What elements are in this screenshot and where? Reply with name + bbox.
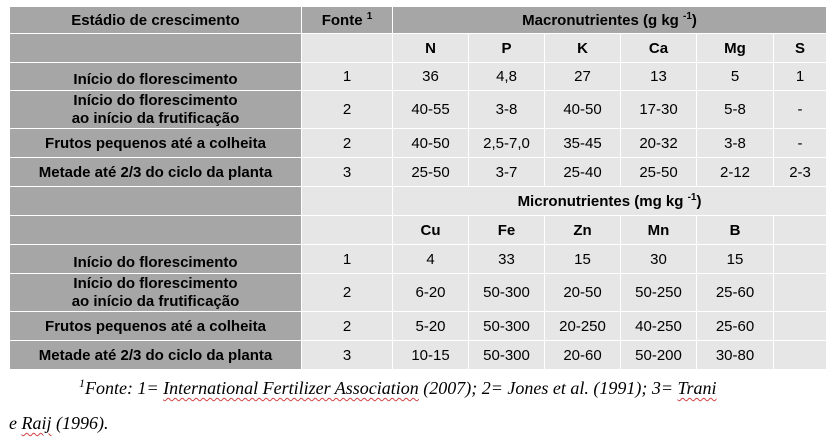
macronutrients-header: Macronutrientes (g kg $^{-1}$) (393, 7, 827, 34)
source-cell: 3 (302, 341, 393, 370)
stage-cell: Início do florescimento ao início da frutificação (10, 274, 302, 312)
table-row (10, 91, 827, 129)
col-label-p: P (469, 34, 545, 63)
value-cell: 6-20 (393, 274, 469, 312)
value-cell: 25-60 (697, 274, 774, 312)
footnote-text: Trani (677, 378, 717, 398)
col-label-b: B (697, 216, 774, 245)
value-cell: 10-15 (393, 341, 469, 370)
value-cell: 1 (774, 63, 827, 91)
value-cell: 5 (697, 63, 774, 91)
value-cell: 33 (469, 245, 545, 274)
value-cell: 36 (393, 63, 469, 91)
col-label-ca: Ca (621, 34, 697, 63)
source-cell: 2 (302, 312, 393, 341)
value-cell: 40-55 (393, 91, 469, 129)
col-label-empty (774, 216, 827, 245)
table-row (10, 312, 827, 341)
footnote-text: (2007); 2= Jones et al. (1991); 3= (418, 378, 678, 398)
col-label-zn: Zn (545, 216, 621, 245)
col-label-k: K (545, 34, 621, 63)
footnote-text: e (9, 413, 22, 433)
footnote-text: International Fertilizer Association (163, 378, 419, 398)
source-blank-cell (302, 187, 393, 216)
value-cell: 50-300 (469, 274, 545, 312)
value-cell: 4 (393, 245, 469, 274)
source-column-header: Fonte $^1$ (302, 7, 393, 34)
value-cell: 4,8 (469, 63, 545, 91)
value-cell (774, 341, 827, 370)
value-cell: 25-50 (621, 158, 697, 187)
value-cell: 40-50 (545, 91, 621, 129)
footnote-marker: 1 (79, 376, 85, 390)
value-cell: 20-60 (545, 341, 621, 370)
col-label-mn: Mn (621, 216, 697, 245)
value-cell: 35-45 (545, 129, 621, 158)
source-cell: 2 (302, 129, 393, 158)
source-cell: 1 (302, 245, 393, 274)
footnote-text: (1996). (51, 413, 109, 433)
value-cell: 15 (697, 245, 774, 274)
value-cell (774, 274, 827, 312)
source-cell: 1 (302, 63, 393, 91)
table-row (10, 341, 827, 370)
stage-cell: Frutos pequenos até a colheita (10, 129, 302, 158)
value-cell: 15 (545, 245, 621, 274)
value-cell: 40-250 (621, 312, 697, 341)
stage-blank-cell (10, 187, 302, 216)
footnote-continuation (9, 413, 821, 434)
value-cell (774, 245, 827, 274)
source-blank-cell (302, 34, 393, 63)
col-label-mg: Mg (697, 34, 774, 63)
source-blank-cell (302, 216, 393, 245)
value-cell: 25-50 (393, 158, 469, 187)
col-label-n: N (393, 34, 469, 63)
source-cell: 2 (302, 91, 393, 129)
table-row (10, 129, 827, 158)
value-cell: 2-12 (697, 158, 774, 187)
value-cell: 2-3 (774, 158, 827, 187)
col-label-s: S (774, 34, 827, 63)
value-cell: 13 (621, 63, 697, 91)
col-label-cu: Cu (393, 216, 469, 245)
table-row (10, 158, 827, 187)
stage-column-header: Estádio de crescimento (10, 7, 302, 34)
stage-blank-cell (10, 34, 302, 63)
table-row (10, 274, 827, 312)
value-cell: 25-40 (545, 158, 621, 187)
footnote-text: Raij (21, 413, 52, 433)
value-cell: 20-250 (545, 312, 621, 341)
value-cell (774, 312, 827, 341)
value-cell: 30 (621, 245, 697, 274)
value-cell: 50-300 (469, 312, 545, 341)
footnote-text: Fonte: 1= (85, 378, 164, 398)
stage-cell: Metade até 2/3 do ciclo da planta (10, 158, 302, 187)
stage-cell: Frutos pequenos até a colheita (10, 312, 302, 341)
value-cell: 2,5-7,0 (469, 129, 545, 158)
value-cell: - (774, 129, 827, 158)
value-cell: 27 (545, 63, 621, 91)
value-cell: 3-7 (469, 158, 545, 187)
value-cell: 17-30 (621, 91, 697, 129)
source-cell: 3 (302, 158, 393, 187)
col-label-fe: Fe (469, 216, 545, 245)
table-row (10, 245, 827, 274)
table-row (10, 63, 827, 91)
value-cell: 20-32 (621, 129, 697, 158)
micronutrients-header: Micronutrientes (mg kg $^{-1}$) (393, 187, 827, 216)
value-cell: - (774, 91, 827, 129)
value-cell: 40-50 (393, 129, 469, 158)
value-cell: 30-80 (697, 341, 774, 370)
value-cell: 50-300 (469, 341, 545, 370)
value-cell: 25-60 (697, 312, 774, 341)
value-cell: 50-250 (621, 274, 697, 312)
stage-cell: Metade até 2/3 do ciclo da planta (10, 341, 302, 370)
stage-cell: Início do florescimento (10, 63, 302, 91)
stage-blank-cell (10, 216, 302, 245)
nutrient-table (9, 6, 827, 370)
value-cell: 5-20 (393, 312, 469, 341)
stage-cell: Início do florescimento ao início da frutificação (10, 91, 302, 129)
value-cell: 20-50 (545, 274, 621, 312)
footnote (9, 378, 821, 399)
source-cell: 2 (302, 274, 393, 312)
value-cell: 50-200 (621, 341, 697, 370)
stage-cell: Início do florescimento (10, 245, 302, 274)
value-cell: 3-8 (697, 129, 774, 158)
value-cell: 3-8 (469, 91, 545, 129)
value-cell: 5-8 (697, 91, 774, 129)
